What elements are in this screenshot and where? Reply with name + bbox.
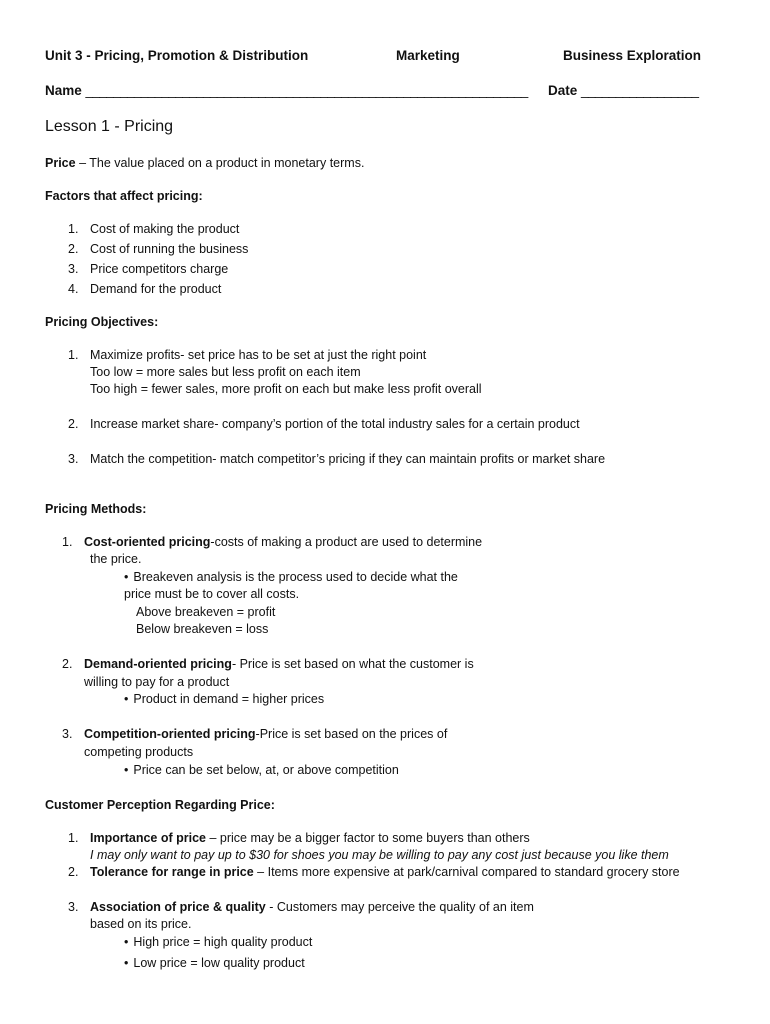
perception-bullet: • High price = high quality product <box>124 935 312 949</box>
perception-term: Tolerance for range in price <box>90 865 254 879</box>
method-continuation: the price. <box>90 552 142 566</box>
date-label: Date <box>548 83 578 98</box>
name-line: ________________________________________________________________ <box>85 83 528 98</box>
method-subpoint: Above breakeven = profit <box>136 605 276 619</box>
perception-text: – Items more expensive at park/carnival compared to standard grocery store <box>253 865 680 879</box>
method-term: Demand-oriented pricing <box>84 657 232 671</box>
item-number: 1. <box>68 222 79 236</box>
subject-title: Marketing <box>396 48 460 63</box>
objective-detail: Too high = fewer sales, more profit on each but make less profit overall <box>90 382 482 396</box>
date-line: _________________ <box>581 83 699 98</box>
perception-heading: Customer Perception Regarding Price: <box>45 798 275 812</box>
factors-heading: Factors that affect pricing: <box>45 189 203 203</box>
perception-item <box>68 900 534 914</box>
method-item <box>62 535 482 549</box>
method-term: Competition-oriented pricing <box>84 727 256 741</box>
item-number: 1. <box>68 831 79 845</box>
method-text: -costs of making a product are used to determine <box>210 535 483 549</box>
perception-text: – price may be a bigger factor to some buyers than others <box>206 831 530 845</box>
perception-item <box>68 865 680 879</box>
method-item <box>62 657 474 671</box>
item-number: 3. <box>62 727 73 741</box>
perception-text: - Customers may perceive the quality of an item <box>265 900 534 914</box>
factor-item <box>68 242 248 256</box>
method-text: -Price is set based on the prices of <box>255 727 448 741</box>
objective-item <box>68 417 580 431</box>
factor-text: Cost of making the product <box>90 222 240 236</box>
objectives-heading: Pricing Objectives: <box>45 315 159 329</box>
item-number: 4. <box>68 282 79 296</box>
method-term: Cost-oriented pricing <box>84 535 211 549</box>
item-number: 3. <box>68 900 79 914</box>
unit-title: Unit 3 - Pricing, Promotion & Distribution <box>45 48 309 63</box>
methods-heading: Pricing Methods: <box>45 502 147 516</box>
method-bullet: • Price can be set below, at, or above competition <box>124 763 399 777</box>
name-row <box>45 83 528 98</box>
method-text: - Price is set based on what the customer is <box>231 657 474 671</box>
item-number: 2. <box>62 657 73 671</box>
lesson-title: Lesson 1 - Pricing <box>45 118 174 135</box>
method-bullet: • Breakeven analysis is the process used to decide what the <box>124 570 458 584</box>
objective-text: Increase market share- company’s portion of the total industry sales for a certain product <box>90 417 580 431</box>
factor-item <box>68 262 228 276</box>
item-number: 2. <box>68 865 79 879</box>
method-item <box>62 727 447 741</box>
date-row <box>548 83 698 98</box>
method-subpoint: Below breakeven = loss <box>136 622 269 636</box>
method-bullet: • Product in demand = higher prices <box>124 692 324 706</box>
name-label: Name <box>45 83 82 98</box>
item-number: 1. <box>68 348 79 362</box>
item-number: 3. <box>68 262 79 276</box>
item-number: 1. <box>62 535 73 549</box>
factor-item <box>68 282 221 296</box>
factor-item <box>68 222 239 236</box>
perception-item <box>68 831 530 845</box>
objective-item <box>68 348 426 362</box>
method-continuation: willing to pay for a product <box>84 675 230 689</box>
factor-text: Demand for the product <box>90 282 222 296</box>
perception-term: Association of price & quality <box>90 900 266 914</box>
item-number: 2. <box>68 417 79 431</box>
item-number: 3. <box>68 452 79 466</box>
perception-term: Importance of price <box>90 831 206 845</box>
perception-example: I may only want to pay up to $30 for shoes you may be willing to pay any cost just because you like them <box>90 848 669 862</box>
objective-text: Match the competition- match competitor’s pricing if they can maintain profits or market share <box>90 452 606 466</box>
course-title: Business Exploration <box>563 48 702 63</box>
objective-detail: Too low = more sales but less profit on each item <box>90 365 361 379</box>
factor-text: Cost of running the business <box>90 242 249 256</box>
method-bullet-continuation: price must be to cover all costs. <box>124 587 300 601</box>
factor-text: Price competitors charge <box>90 262 229 276</box>
objective-item <box>68 452 605 466</box>
method-continuation: competing products <box>84 745 194 759</box>
price-definition <box>45 156 364 170</box>
price-term: Price <box>45 156 76 170</box>
perception-continuation: based on its price. <box>90 917 192 931</box>
price-definition-text: – The value placed on a product in monetary terms. <box>75 156 365 170</box>
perception-bullet: • Low price = low quality product <box>124 956 305 970</box>
item-number: 2. <box>68 242 79 256</box>
objective-text: Maximize profits- set price has to be set at just the right point <box>90 348 427 362</box>
